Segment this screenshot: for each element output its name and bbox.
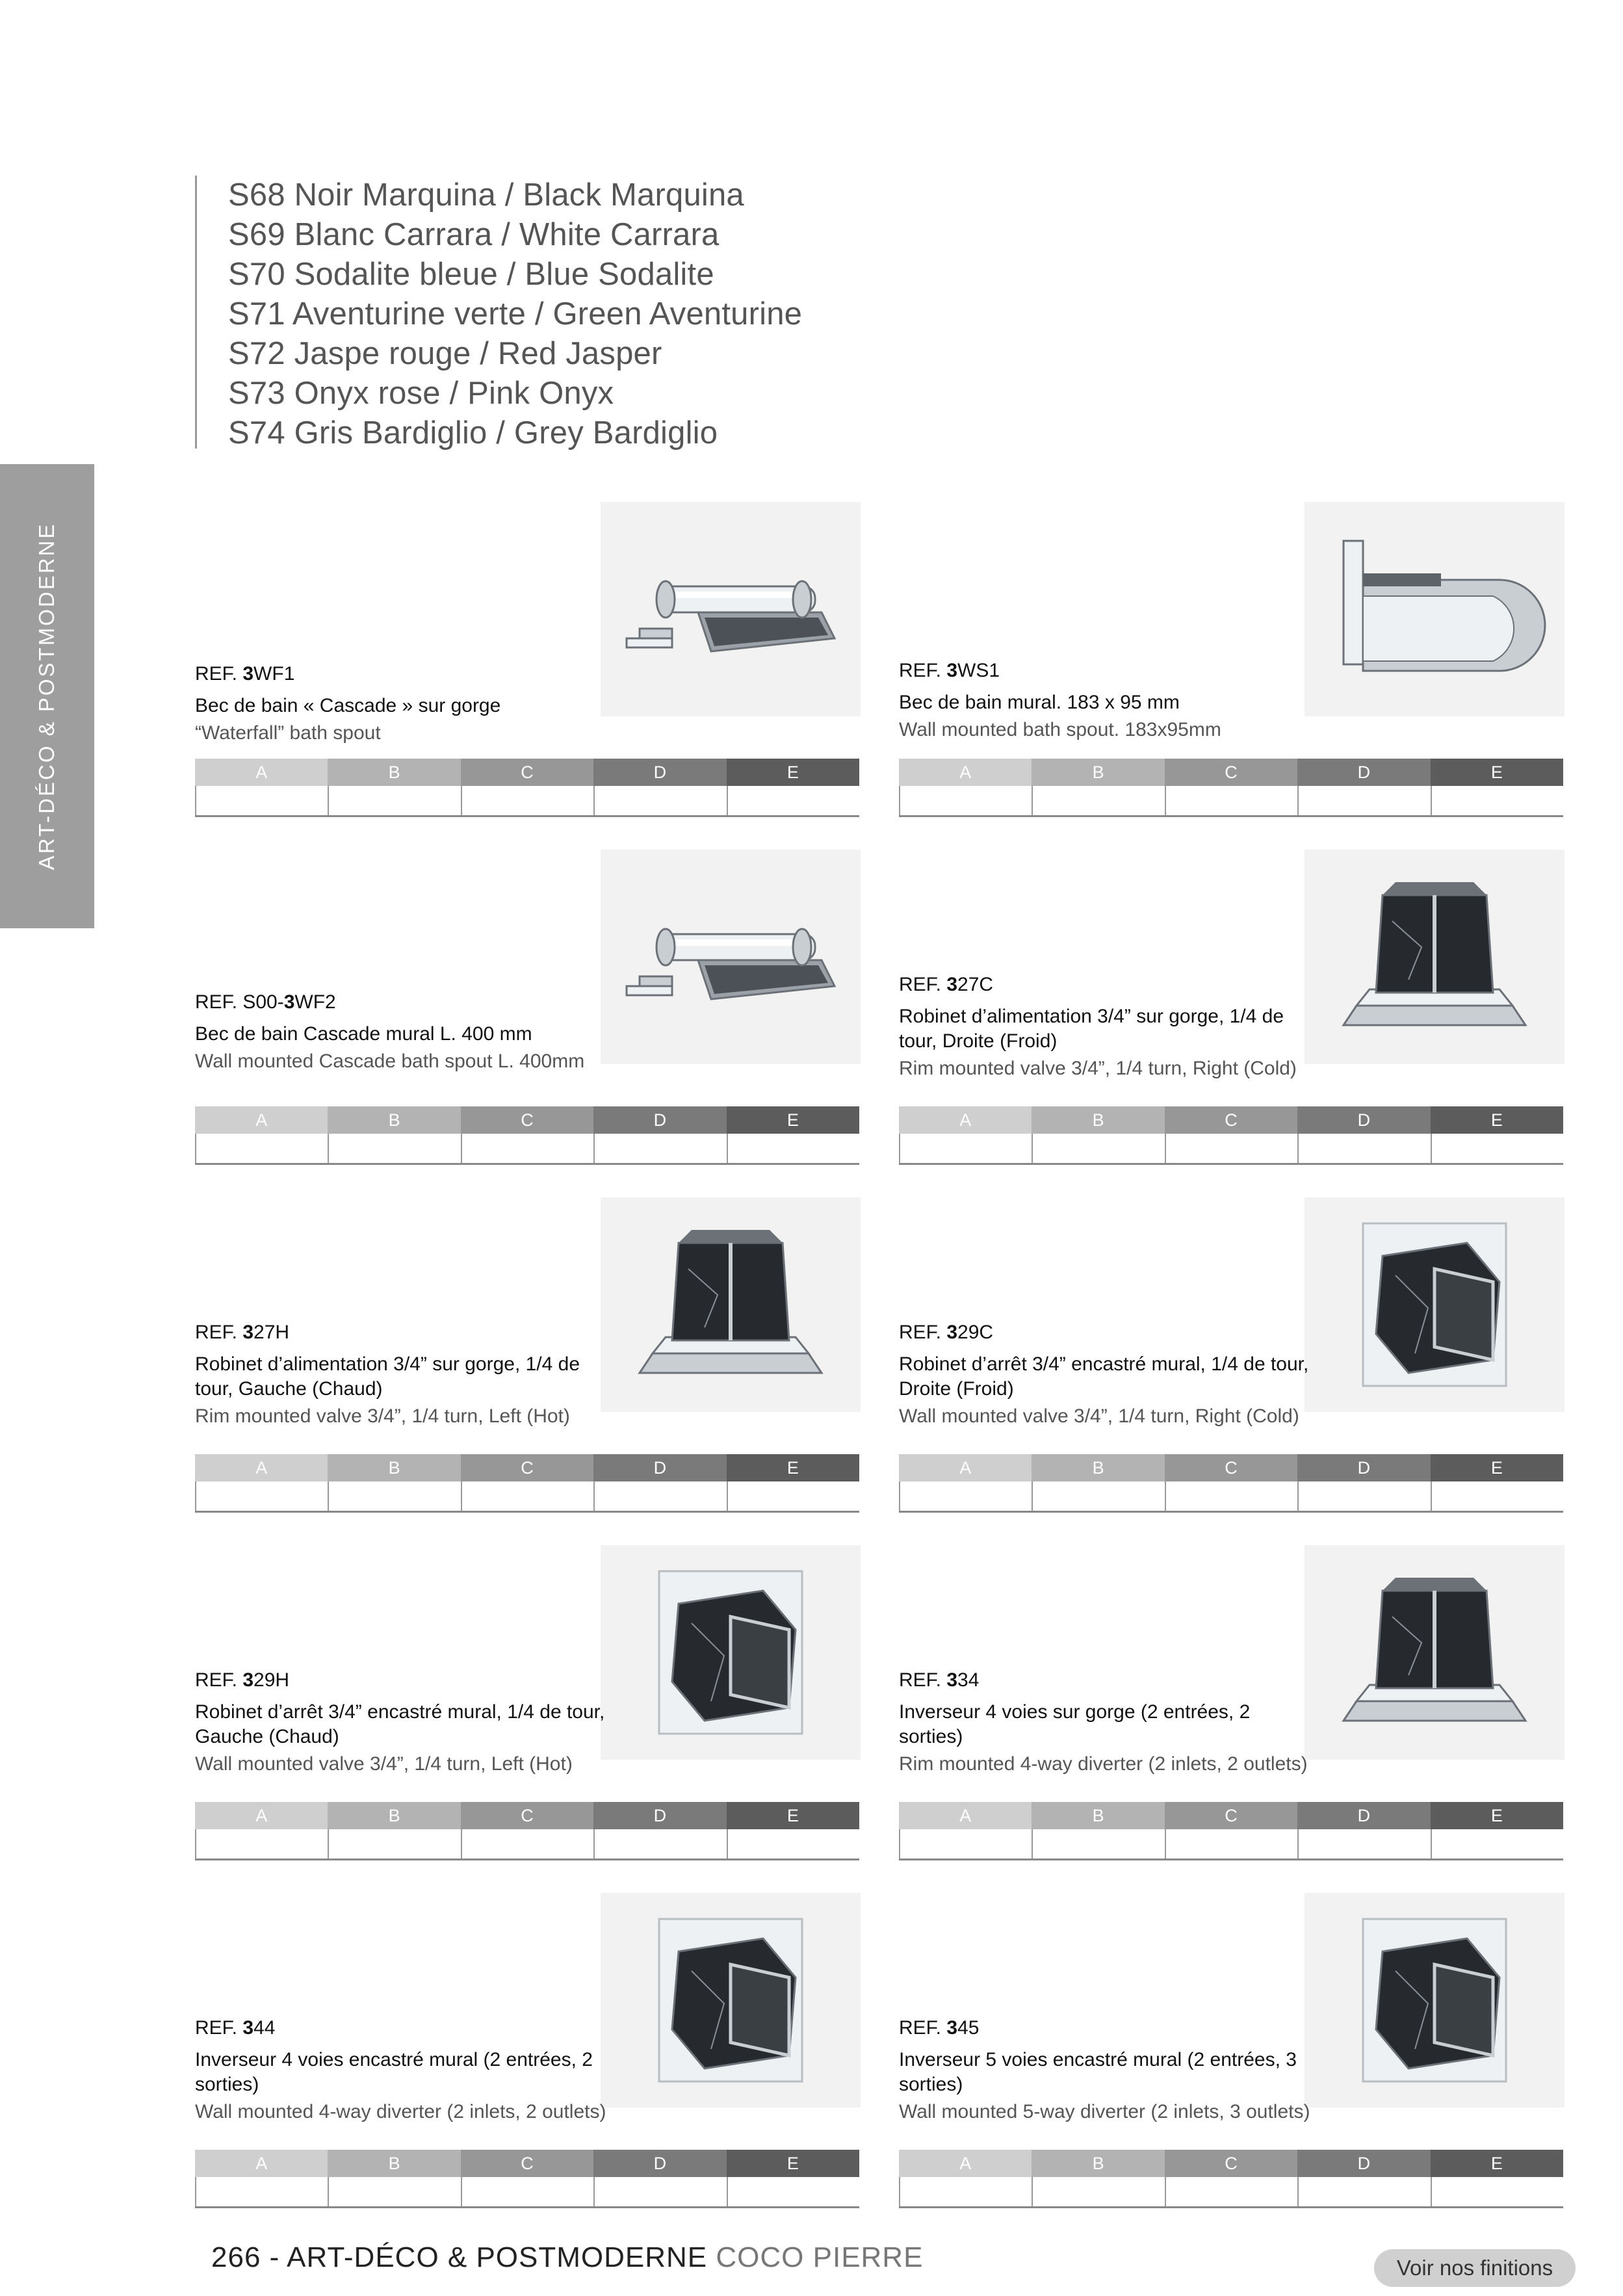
product-info: [899, 1320, 1315, 1429]
ref-code-bold: 3: [242, 1669, 254, 1691]
finish-column-header: B: [328, 1106, 460, 1134]
finish-column-header: E: [1431, 2150, 1563, 2177]
product-item: [899, 1893, 1565, 2218]
finish-item: S71 Aventurine verte / Green Aventurine: [228, 296, 803, 332]
finish-column-header: A: [195, 759, 328, 786]
finish-cell: [195, 1829, 328, 1859]
product-title-en: Rim mounted valve 3/4”, 1/4 turn, Right (Cold): [899, 1058, 1297, 1079]
finish-column-header: D: [593, 1802, 726, 1829]
finish-table: [899, 1106, 1563, 1165]
finish-cell: [1297, 1134, 1430, 1163]
finish-column-header: B: [328, 1454, 460, 1481]
product-title-en: Wall mounted 5-way diverter (2 inlets, 3 outlets): [899, 2101, 1310, 2122]
rim-valve-icon: [601, 1197, 861, 1412]
finish-column-header: A: [899, 1106, 1032, 1134]
finish-column-header: E: [1431, 1802, 1563, 1829]
finish-cell: [195, 2177, 328, 2206]
finish-column-header: D: [1297, 1454, 1430, 1481]
finish-table: [195, 1106, 859, 1165]
finish-table: [899, 1802, 1563, 1860]
product-title-en: “Waterfall” bath spout: [195, 722, 381, 744]
product-ref: [899, 1320, 1315, 1346]
footer-collection: COCO PIERRE: [716, 2241, 924, 2273]
finish-cell: [328, 1481, 460, 1511]
finish-cell: [461, 786, 593, 815]
finish-list: [195, 176, 975, 449]
finish-table: [195, 2150, 859, 2208]
footer-section: ART-DÉCO & POSTMODERNE: [287, 2241, 708, 2273]
finish-cell: [1032, 1829, 1164, 1859]
product-title-en: Wall mounted bath spout. 183x95mm: [899, 719, 1221, 740]
finish-cell: [727, 1134, 859, 1163]
finish-column-header: D: [593, 1454, 726, 1481]
finish-column-header: E: [727, 1454, 859, 1481]
finish-cell: [461, 1481, 593, 1511]
finish-cell: [1032, 1481, 1164, 1511]
ref-prefix: REF.: [195, 2017, 243, 2039]
finish-cell: [1297, 1829, 1430, 1859]
finish-column-header: A: [899, 1454, 1032, 1481]
finish-column-header: E: [1431, 1106, 1563, 1134]
product-ref: [195, 1667, 611, 1693]
product-info: [195, 661, 611, 746]
product-title-fr: Robinet d’arrêt 3/4” encastré mural, 1/4 de tour, Gauche (Chaud): [195, 1701, 605, 1747]
finish-cell: [899, 786, 1032, 815]
finish-cell: [593, 1134, 726, 1163]
product-item: [195, 502, 861, 827]
side-tab-label: ART-DÉCO & POSTMODERNE: [34, 522, 58, 870]
product-item: [899, 850, 1565, 1175]
product-item: [195, 1197, 861, 1522]
finish-cell: [727, 1829, 859, 1859]
finish-cell: [1431, 1829, 1563, 1859]
finish-cell: [328, 1829, 460, 1859]
ref-code-bold: 3: [946, 1669, 958, 1691]
finish-cell: [727, 786, 859, 815]
finish-cell: [899, 1134, 1032, 1163]
finish-column-header: D: [1297, 759, 1430, 786]
finish-cell: [1431, 1134, 1563, 1163]
finish-column-header: A: [195, 2150, 328, 2177]
finish-column-header: E: [1431, 759, 1563, 786]
finish-column-header: A: [899, 759, 1032, 786]
finish-cell: [1431, 786, 1563, 815]
wall-diverter-icon: [601, 1893, 861, 2107]
rim-diverter-icon: [1305, 1545, 1565, 1760]
product-item: [899, 502, 1565, 827]
finish-cell: [899, 2177, 1032, 2206]
ref-code: 27C: [957, 974, 994, 995]
view-finishes-button[interactable]: Voir nos finitions: [1374, 2249, 1576, 2287]
product-info: [195, 2015, 611, 2124]
finish-column-header: E: [727, 759, 859, 786]
finish-column-header: B: [1032, 1802, 1164, 1829]
product-title-fr: Inverseur 4 voies encastré mural (2 entrées, 2 sorties): [195, 2049, 593, 2095]
wall-valve-icon: [601, 1545, 861, 1760]
finish-column-header: D: [593, 759, 726, 786]
product-ref: [195, 2015, 611, 2041]
ref-prefix: REF.: [899, 1322, 947, 1343]
finish-cell: [727, 2177, 859, 2206]
finish-column-header: A: [899, 2150, 1032, 2177]
finish-cell: [593, 786, 726, 815]
product-item: [899, 1197, 1565, 1522]
finish-column-header: B: [1032, 1106, 1164, 1134]
ref-code: WS1: [957, 660, 1000, 681]
finish-column-header: E: [727, 1802, 859, 1829]
ref-code-bold: 3: [946, 2017, 958, 2039]
product-title-fr: Robinet d’alimentation 3/4” sur gorge, 1/4 de tour, Droite (Froid): [899, 1006, 1284, 1052]
product-item: [899, 1545, 1565, 1870]
finish-column-header: D: [593, 1106, 726, 1134]
product-item: [195, 850, 861, 1175]
product-item: [195, 1545, 861, 1870]
wall-diverter-icon: [1305, 1893, 1565, 2107]
finish-cell: [593, 1829, 726, 1859]
product-ref: [899, 972, 1315, 998]
product-ref: [195, 661, 611, 687]
product-item: [195, 1893, 861, 2218]
finish-cell: [195, 1481, 328, 1511]
finish-cell: [1165, 1134, 1297, 1163]
product-ref: [899, 2015, 1315, 2041]
finish-column-header: D: [1297, 1802, 1430, 1829]
finish-cell: [1032, 1134, 1164, 1163]
finish-column-header: E: [1431, 1454, 1563, 1481]
product-title-en: Rim mounted 4-way diverter (2 inlets, 2 outlets): [899, 1753, 1308, 1775]
ref-code: 29C: [957, 1322, 994, 1343]
finish-column-header: A: [899, 1802, 1032, 1829]
ref-code-bold: 3: [242, 2017, 254, 2039]
finish-column-header: C: [1165, 1802, 1297, 1829]
finish-cell: [328, 1134, 460, 1163]
product-title-fr: Inverseur 4 voies sur gorge (2 entrées, 2 sorties): [899, 1701, 1251, 1747]
product-ref: [899, 1667, 1315, 1693]
finish-column-header: C: [461, 1802, 593, 1829]
finish-column-header: B: [328, 1802, 460, 1829]
finish-cell: [1297, 1481, 1430, 1511]
ref-prefix: REF. S00-: [195, 991, 284, 1013]
finish-item: S70 Sodalite bleue / Blue Sodalite: [228, 257, 714, 292]
finish-column-header: B: [1032, 1454, 1164, 1481]
product-title-fr: Robinet d’arrêt 3/4” encastré mural, 1/4 de tour, Droite (Froid): [899, 1353, 1309, 1400]
finish-cell: [899, 1829, 1032, 1859]
product-title-en: Wall mounted valve 3/4”, 1/4 turn, Right (Cold): [899, 1405, 1299, 1427]
ref-code: 44: [253, 2017, 276, 2039]
finish-table: [195, 759, 859, 817]
product-info: [195, 989, 611, 1074]
finish-cell: [1297, 2177, 1430, 2206]
finish-column-header: D: [593, 2150, 726, 2177]
finish-column-header: C: [1165, 1454, 1297, 1481]
product-title-en: Rim mounted valve 3/4”, 1/4 turn, Left (Hot): [195, 1405, 570, 1427]
finish-column-header: C: [461, 759, 593, 786]
finish-cell: [1297, 786, 1430, 815]
product-ref: [195, 989, 611, 1015]
finish-table: [899, 759, 1563, 817]
finish-cell: [195, 786, 328, 815]
finish-cell: [1431, 1481, 1563, 1511]
footer-separator: -: [261, 2241, 287, 2273]
finish-column-header: A: [195, 1106, 328, 1134]
ref-code: 45: [957, 2017, 980, 2039]
ref-prefix: REF.: [195, 1322, 243, 1343]
product-title-en: Wall mounted 4-way diverter (2 inlets, 2 outlets): [195, 2101, 606, 2122]
finish-cell: [1032, 786, 1164, 815]
product-info: [899, 1667, 1315, 1777]
finish-column-header: B: [1032, 759, 1164, 786]
finish-table: [195, 1454, 859, 1513]
ref-prefix: REF.: [195, 663, 243, 685]
finish-cell: [899, 1481, 1032, 1511]
product-ref: [899, 658, 1315, 684]
product-info: [195, 1667, 611, 1777]
product-info: [899, 972, 1315, 1081]
ref-prefix: REF.: [195, 1669, 243, 1691]
finish-item: S72 Jaspe rouge / Red Jasper: [228, 336, 662, 371]
wall-valve-icon: [1305, 1197, 1565, 1412]
ref-code-bold: 3: [946, 974, 958, 995]
finish-cell: [1165, 2177, 1297, 2206]
finish-cell: [727, 1481, 859, 1511]
page-number: 266: [211, 2241, 261, 2273]
finish-cell: [1032, 2177, 1164, 2206]
product-title-fr: Bec de bain « Cascade » sur gorge: [195, 695, 501, 716]
finish-column-header: C: [461, 1454, 593, 1481]
finish-item: S73 Onyx rose / Pink Onyx: [228, 376, 614, 411]
finish-column-header: B: [328, 2150, 460, 2177]
finish-column-header: D: [1297, 1106, 1430, 1134]
finish-table: [195, 1802, 859, 1860]
finish-cell: [593, 1481, 726, 1511]
product-title-fr: Robinet d’alimentation 3/4” sur gorge, 1/4 de tour, Gauche (Chaud): [195, 1353, 580, 1400]
product-info: [195, 1320, 611, 1429]
finish-cell: [328, 786, 460, 815]
finish-item: S68 Noir Marquina / Black Marquina: [228, 177, 744, 213]
finish-cell: [461, 2177, 593, 2206]
section-side-tab: [0, 464, 94, 928]
ref-code-bold: 3: [242, 1322, 254, 1343]
ref-prefix: REF.: [899, 660, 947, 681]
ref-code-bold: 3: [283, 991, 295, 1013]
finish-column-header: E: [727, 2150, 859, 2177]
finish-column-header: E: [727, 1106, 859, 1134]
finish-column-header: B: [1032, 2150, 1164, 2177]
finish-column-header: C: [461, 2150, 593, 2177]
finish-item: S74 Gris Bardiglio / Grey Bardiglio: [228, 415, 718, 450]
ref-code-bold: 3: [946, 1322, 958, 1343]
finish-cell: [461, 1134, 593, 1163]
finish-column-header: A: [195, 1802, 328, 1829]
ref-prefix: REF.: [899, 974, 947, 995]
rim-valve-icon: [1305, 850, 1565, 1064]
finish-cell: [328, 2177, 460, 2206]
product-title-fr: Bec de bain Cascade mural L. 400 mm: [195, 1023, 532, 1045]
wall-cascade-spout-icon: [601, 850, 861, 1064]
finish-column-header: D: [1297, 2150, 1430, 2177]
finish-cell: [1431, 2177, 1563, 2206]
finish-column-header: C: [461, 1106, 593, 1134]
ref-code: WF2: [294, 991, 336, 1013]
finish-cell: [461, 1829, 593, 1859]
product-info: [899, 2015, 1315, 2124]
finish-column-header: C: [1165, 759, 1297, 786]
product-info: [899, 658, 1315, 742]
finish-table: [899, 2150, 1563, 2208]
wall-spout-icon: [1305, 502, 1565, 716]
ref-code: 29H: [253, 1669, 290, 1691]
ref-code: WF1: [253, 663, 295, 685]
ref-code: 27H: [253, 1322, 290, 1343]
ref-code: 34: [957, 1669, 980, 1691]
product-title-en: Wall mounted Cascade bath spout L. 400mm: [195, 1050, 585, 1072]
finish-cell: [593, 2177, 726, 2206]
finish-column-header: A: [195, 1454, 328, 1481]
ref-code-bold: 3: [242, 663, 254, 685]
finish-item: S69 Blanc Carrara / White Carrara: [228, 217, 720, 252]
product-title-fr: Bec de bain mural. 183 x 95 mm: [899, 692, 1180, 713]
finish-cell: [1165, 1829, 1297, 1859]
finish-table: [899, 1454, 1563, 1513]
waterfall-spout-icon: [601, 502, 861, 716]
finish-column-header: C: [1165, 1106, 1297, 1134]
finish-cell: [1165, 786, 1297, 815]
finish-cell: [1165, 1481, 1297, 1511]
ref-prefix: REF.: [899, 1669, 947, 1691]
product-title-fr: Inverseur 5 voies encastré mural (2 entrées, 3 sorties): [899, 2049, 1297, 2095]
page-footer: [211, 2241, 923, 2274]
product-ref: [195, 1320, 611, 1346]
finish-cell: [195, 1134, 328, 1163]
finish-column-header: B: [328, 759, 460, 786]
ref-code-bold: 3: [946, 660, 958, 681]
ref-prefix: REF.: [899, 2017, 947, 2039]
product-title-en: Wall mounted valve 3/4”, 1/4 turn, Left (Hot): [195, 1753, 573, 1775]
finish-column-header: C: [1165, 2150, 1297, 2177]
